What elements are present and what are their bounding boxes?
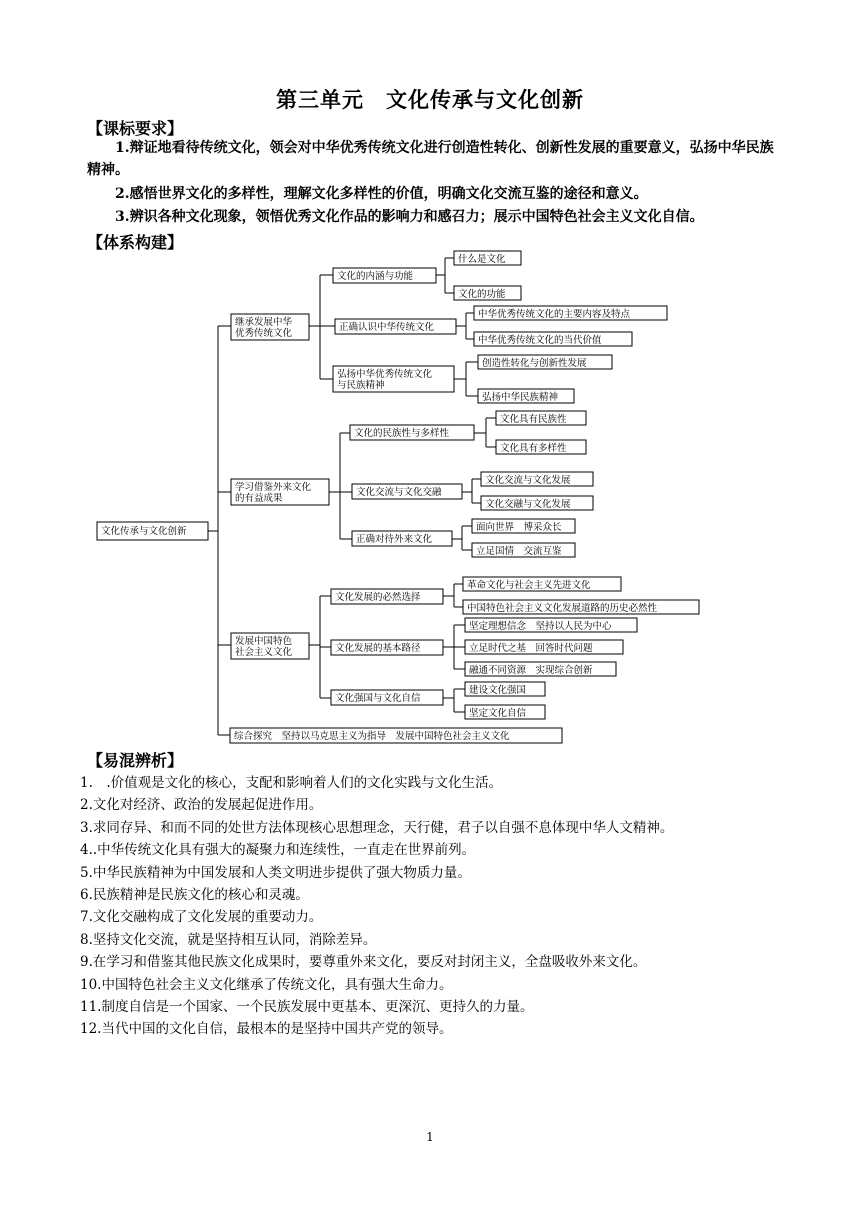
diagram-leaf: 立足时代之基 回答时代问题 xyxy=(469,643,593,654)
diagram-leaf: 创造性转化与创新性发展 xyxy=(482,358,587,369)
diagram-node: 与民族精神 xyxy=(337,380,385,391)
diagram-leaf: 文化的功能 xyxy=(458,289,506,300)
diagram-leaf: 建设文化强国 xyxy=(469,685,527,696)
diagram-root: 文化传承与文化创新 xyxy=(101,526,187,537)
branch-inherit-tradition: 继承发展中华 xyxy=(235,317,293,328)
diagram-leaf: 立足国情 交流互鉴 xyxy=(476,546,562,557)
list-item: 11.制度自信是一个国家、一个民族发展中更基本、更深沉、更持久的力量。 xyxy=(80,999,534,1016)
page-number: 1 xyxy=(426,1130,434,1144)
branch-comprehensive-inquiry: 综合探究 坚持以马克思主义为指导 发展中国特色社会主义文化 xyxy=(234,731,510,742)
requirement-item: 2.感悟世界文化的多样性，理解文化多样性的价值，明确文化交流互鉴的途径和意义。 xyxy=(115,186,648,202)
branch-learn-foreign: 学习借鉴外来文化 xyxy=(235,482,312,493)
diagram-node: 正确认识中华传统文化 xyxy=(339,322,435,333)
diagram-leaf: 坚定理想信念 坚持以人民为中心 xyxy=(469,621,612,632)
requirements-heading: 【课标要求】 xyxy=(87,119,184,138)
list-item: 7.文化交融构成了文化发展的重要动力。 xyxy=(80,909,323,926)
diagram-leaf: 融通不同资源 实现综合创新 xyxy=(469,665,593,676)
diagram-node: 文化发展的必然选择 xyxy=(335,592,421,603)
branch-socialist-culture: 发展中国特色 xyxy=(235,636,293,647)
branch-socialist-culture: 社会主义文化 xyxy=(235,647,293,658)
diagram-node: 文化发展的基本路径 xyxy=(335,643,421,654)
list-item: 5.中华民族精神为中国发展和人类文明进步提供了强大物质力量。 xyxy=(80,864,471,881)
diagram-leaf: 文化具有多样性 xyxy=(500,443,567,454)
diagram-leaf: 中国特色社会主义文化发展道路的历史必然性 xyxy=(467,603,658,614)
list-item: 6.民族精神是民族文化的核心和灵魂。 xyxy=(80,887,309,904)
diagram-node: 文化的内涵与功能 xyxy=(337,271,414,282)
list-item: 2.文化对经济、政治的发展起促进作用。 xyxy=(80,797,323,814)
diagram-node: 正确对待外来文化 xyxy=(356,534,433,545)
diagram-leaf: 文化具有民族性 xyxy=(500,414,567,425)
diagram-leaf: 革命文化与社会主义先进文化 xyxy=(467,580,591,591)
diagram-leaf: 中华优秀传统文化的主要内容及特点 xyxy=(478,309,631,320)
list-item: 12.当代中国的文化自信，最根本的是坚持中国共产党的领导。 xyxy=(80,1021,453,1038)
diagram-leaf: 文化交融与文化发展 xyxy=(485,499,571,510)
diagram-node: 文化强国与文化自信 xyxy=(335,693,421,704)
requirement-item: 1.辩证地看待传统文化，领会对中华优秀传统文化进行创造性转化、创新性发展的重要意义，弘扬中华民族精神。 xyxy=(87,140,774,178)
diagram-node: 文化交流与文化交融 xyxy=(356,487,442,498)
confusion-heading: 【易混辨析】 xyxy=(87,751,184,770)
page-title: 第三单元 文化传承与文化创新 xyxy=(276,87,584,112)
list-item: 10.中国特色社会主义文化继承了传统文化，具有强大生命力。 xyxy=(80,976,453,993)
list-item: 4..中华传统文化具有强大的凝聚力和连续性，一直走在世界前列。 xyxy=(80,842,476,859)
diagram-leaf: 面向世界 博采众长 xyxy=(476,522,562,533)
branch-inherit-tradition: 优秀传统文化 xyxy=(235,328,293,339)
list-item: 8.坚持文化交流，就是坚持相互认同，消除差异。 xyxy=(80,931,377,948)
list-item: 9.在学习和借鉴其他民族文化成果时，要尊重外来文化，要反对封闭主义，全盘吸收外来文化。 xyxy=(80,954,647,971)
confusion-list xyxy=(80,772,800,1041)
diagram-leaf: 坚定文化自信 xyxy=(469,708,527,719)
list-item: 3.求同存异、和而不同的处世方法体现核心思想理念，天行健，君子以自强不息体现中华人文精神。 xyxy=(80,819,674,836)
requirement-item: 3.辨识各种文化现象，领悟优秀文化作品的影响力和感召力；展示中国特色社会主义文化自信。 xyxy=(115,209,704,225)
diagram-leaf: 弘扬中华民族精神 xyxy=(482,392,559,403)
diagram-node: 文化的民族性与多样性 xyxy=(354,428,450,439)
branch-learn-foreign: 的有益成果 xyxy=(235,493,283,504)
framework-heading: 【体系构建】 xyxy=(87,233,184,252)
diagram-node: 弘扬中华优秀传统文化 xyxy=(337,369,433,380)
diagram-leaf: 中华优秀传统文化的当代价值 xyxy=(478,335,602,346)
diagram-leaf: 什么是文化 xyxy=(458,254,506,265)
list-item: 1. .价值观是文化的核心，支配和影响着人们的文化实践与文化生活。 xyxy=(80,775,503,791)
diagram-leaf: 文化交流与文化发展 xyxy=(485,475,571,486)
